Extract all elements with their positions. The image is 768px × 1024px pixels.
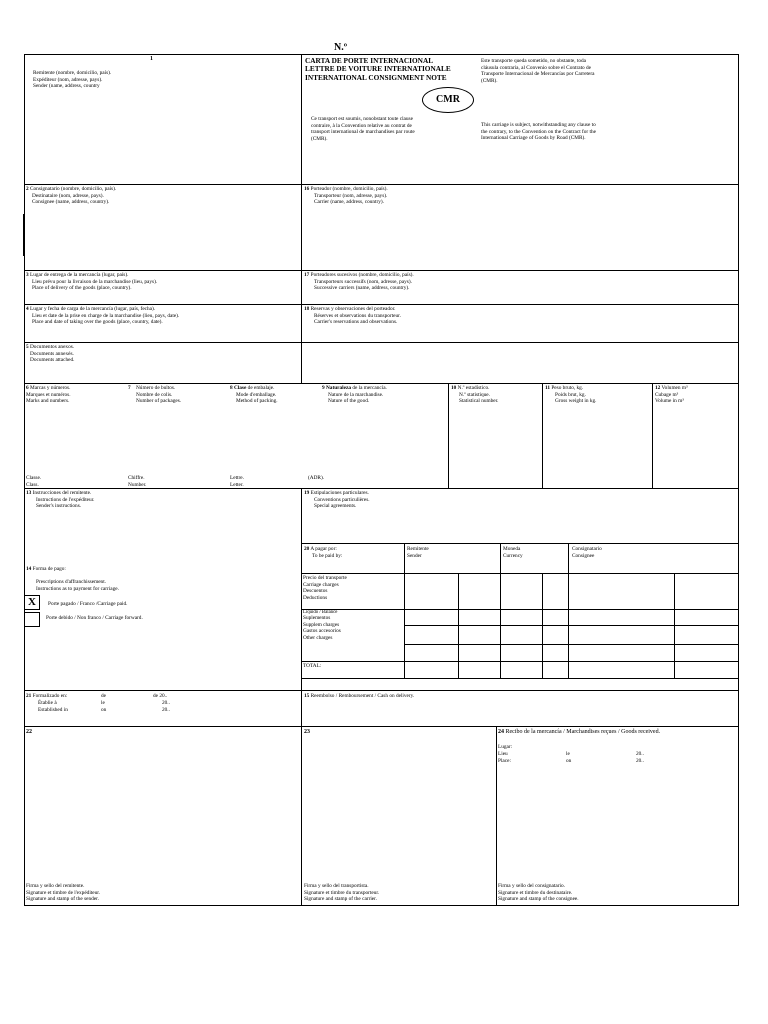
line-8 [24,726,739,727]
carriage-paid-checkbox[interactable]: X [24,595,40,610]
divider-main [301,54,302,383]
box18-reservations-label: 18 Reservas y observaciones del porteador. Réserves et observations du transporteur. Carrier's reservations and observations. [304,306,401,326]
box21-date-3: 20.. [162,707,170,713]
box14-prescriptions: Prescriptions d'affranchissement. Instructions as to payment for carriage. [36,579,119,592]
divider-col11 [542,383,543,488]
box21-de-1: de [101,693,106,699]
box24-lieu: Lieu [498,751,508,757]
box5-documents-label: 5 Documentos anexos. Documents annexés. Documents attached. [26,344,75,364]
box24-consignee-signature: Firma y sello del consignatario. Signature et timbre du destinataire. Signature and stamp of the consignee. [498,883,579,903]
box24-lugar: Lugar: [498,744,513,750]
line-5 [24,383,739,384]
box1-sender-label: Remitente (nombre, domicilio, país). Expéditeur (nom, adresse, pays). Sender (name, address, country [33,70,112,90]
box21-date-2: 20.. [162,700,170,706]
box23-carrier-signature: Firma y sello del transportista. Signature et timbre du transporteur. Signature and stamp of the carrier. [304,883,380,903]
box21-date-1: de 20.. [153,693,168,699]
divider-col12 [652,383,653,488]
grid20-h4 [404,644,739,645]
box24-goods-received-label: 24 Recibo de la mercancía / Marchandises reçues / Goods received. [498,729,661,735]
cmr-badge: CMR [422,87,474,113]
col7-packages-label: 7 Número de bultos. Nombre de colis. Number of packages. [128,385,182,405]
grid20-v1 [404,543,405,678]
box20-other-charges: Líquido / Balance Suplementos Supplem charges Gastos accesorios Other charges [303,610,341,641]
box20-consignee-header: Consignatario Consignee [572,546,602,559]
box24-place: Place: [498,758,511,764]
line-1 [24,184,739,185]
box24-le: le [566,751,570,757]
col10-statistical-label: 10 N.º estadístico. N.º statistique. Statistical number. [451,385,499,405]
box23-number: 23 [304,729,310,735]
box20-sender-header: Remitente Sender [407,546,429,559]
box24-on: on [566,758,572,764]
line-4 [24,342,739,343]
box4-loading-label: 4 Lugar y fecha de carga de la mercancía (lugar, país, fecha). Lieu et date de la prise en charge de la marchandise (lieu, pays, date). Place and date of taking over the goods (place, country, date). [26,306,180,326]
box16-carrier-label: 16 Porteador (nombre, domicilio, país). Transporteur (nom, adresse, pays). Carrier (name, address, country). [304,186,388,206]
box20-payable-by-label: 20 A pagar por: To be paid by: [304,546,343,559]
notice-es: Este transporte queda sometido, no obstante, toda cláusula contraria, al Convenio sobre el Contrato de Transporte Internacional de Mercancías por Carretera (CMR). [481,58,595,84]
divider-box24 [496,726,497,906]
grid20-v2 [458,573,459,678]
adr-classe: Classe. Class. [26,475,42,488]
col11-weight-label: 11 Peso bruto, kg. Poids brut, kg. Gross weight in kg. [545,385,597,405]
divider-main-2 [301,488,302,906]
document-title: CARTA DE PORTE INTERNACIONAL LETTRE DE VOITURE INTERNATIONALE INTERNATIONAL CONSIGNMENT NOTE [305,56,451,82]
col6-marks-label: 6 Marcas y números. Marques et numéros. Marks and numbers. [26,385,71,405]
line-3 [24,304,739,305]
notice-fr: Ce transport est soumis, nonobstant toute clause contraire, à la Convention relative au contrat de transport international de marchandises par route (CMR). [311,116,415,142]
grid20-v3 [500,543,501,678]
grid20-bottom [301,678,739,679]
box14-payment-label: 14 Forma de pago: [26,566,66,572]
col12-volume-label: 12 Volumen m³ Cubage m³ Volume in m³ [655,385,688,405]
box21-established-label: 21 Formalizado en: [26,693,68,699]
divider-col10 [448,383,449,488]
notice-en: This carriage is subject, notwithstanding any clause to the contrary, to the Convention on the Contract for the International Carriage of Goods by Road (CMR). [481,122,596,142]
col8-packing-label: 8 Clase de embalaje. Mode d'emballage. Method of packing. [230,385,278,405]
box3-delivery-label: 3 Lugar de entrega de la mercancía (lugar, país). Lieu prévu pour la livraison de la marchandise (lieu, pays). Place of delivery of the goods (place, country). [26,272,158,292]
box1-number: 1 [150,56,153,62]
box24-year-1: 20.. [636,751,644,757]
carriage-forward-label: Porte debido / Non franco / Carriage forward. [46,615,143,621]
box21-established-in: Established in [38,707,68,713]
box20-currency-header: Moneda Currency [503,546,523,559]
box24-year-2: 20.. [636,758,644,764]
box13-instructions-label: 13 Instrucciones del remitente. Instructions de l'expéditeur. Sender's instructions. [26,490,95,510]
box2-consignee-label: 2 Consignatario (nombre, domicilio, país). Destinataire (nom, adresse, pays). Consignee (name, address, country). [26,186,117,206]
box15-cash-on-delivery-label: 15 Reembolso / Remboursement / Cash on delivery. [304,693,415,699]
box21-le: le [101,700,105,706]
carriage-forward-checkbox[interactable] [24,612,40,627]
carriage-paid-label: Porte pagado / Franco /Carriage paid. [48,601,128,607]
adr-lettre: Lettre. Letter. [230,475,244,488]
box22-sender-signature: Firma y sello del remitente. Signature et timbre de l'expéditeur. Signature and stamp of the sender. [26,883,101,903]
box21-on: on [101,707,107,713]
grid20-v4 [542,573,543,678]
adr-label: (ADR). [308,475,325,481]
line-19-bottom [301,543,739,544]
line-2 [24,270,739,271]
box20-carriage-charges: Precio del transporte Carriage charges Descuentos Deductions [303,575,347,601]
col9-nature-label: 9 Naturaleza de la mercancía. Nature de la marchandise. Nature of the good. [322,385,387,405]
margin-mark [23,214,25,256]
box17-successive-carriers-label: 17 Porteadores sucesivos (nombre, domicilio, país). Transporteurs successifs (nom, adresse, pays). Successive carriers (name, address, country). [304,272,414,292]
box21-etablie: Établie à [38,700,57,706]
line-7 [24,690,739,691]
document-number-label: N.º [334,42,348,53]
box22-number: 22 [26,729,32,735]
box20-total: TOTAL: [303,663,322,669]
grid20-v5 [568,543,569,678]
box19-special-agreements-label: 19 Estipulaciones particulares. Conventions particulières. Special agreements. [304,490,370,510]
grid20-h3 [404,625,739,626]
adr-chiffre: Chiffre. Number. [128,475,147,488]
grid20-v6 [674,573,675,678]
